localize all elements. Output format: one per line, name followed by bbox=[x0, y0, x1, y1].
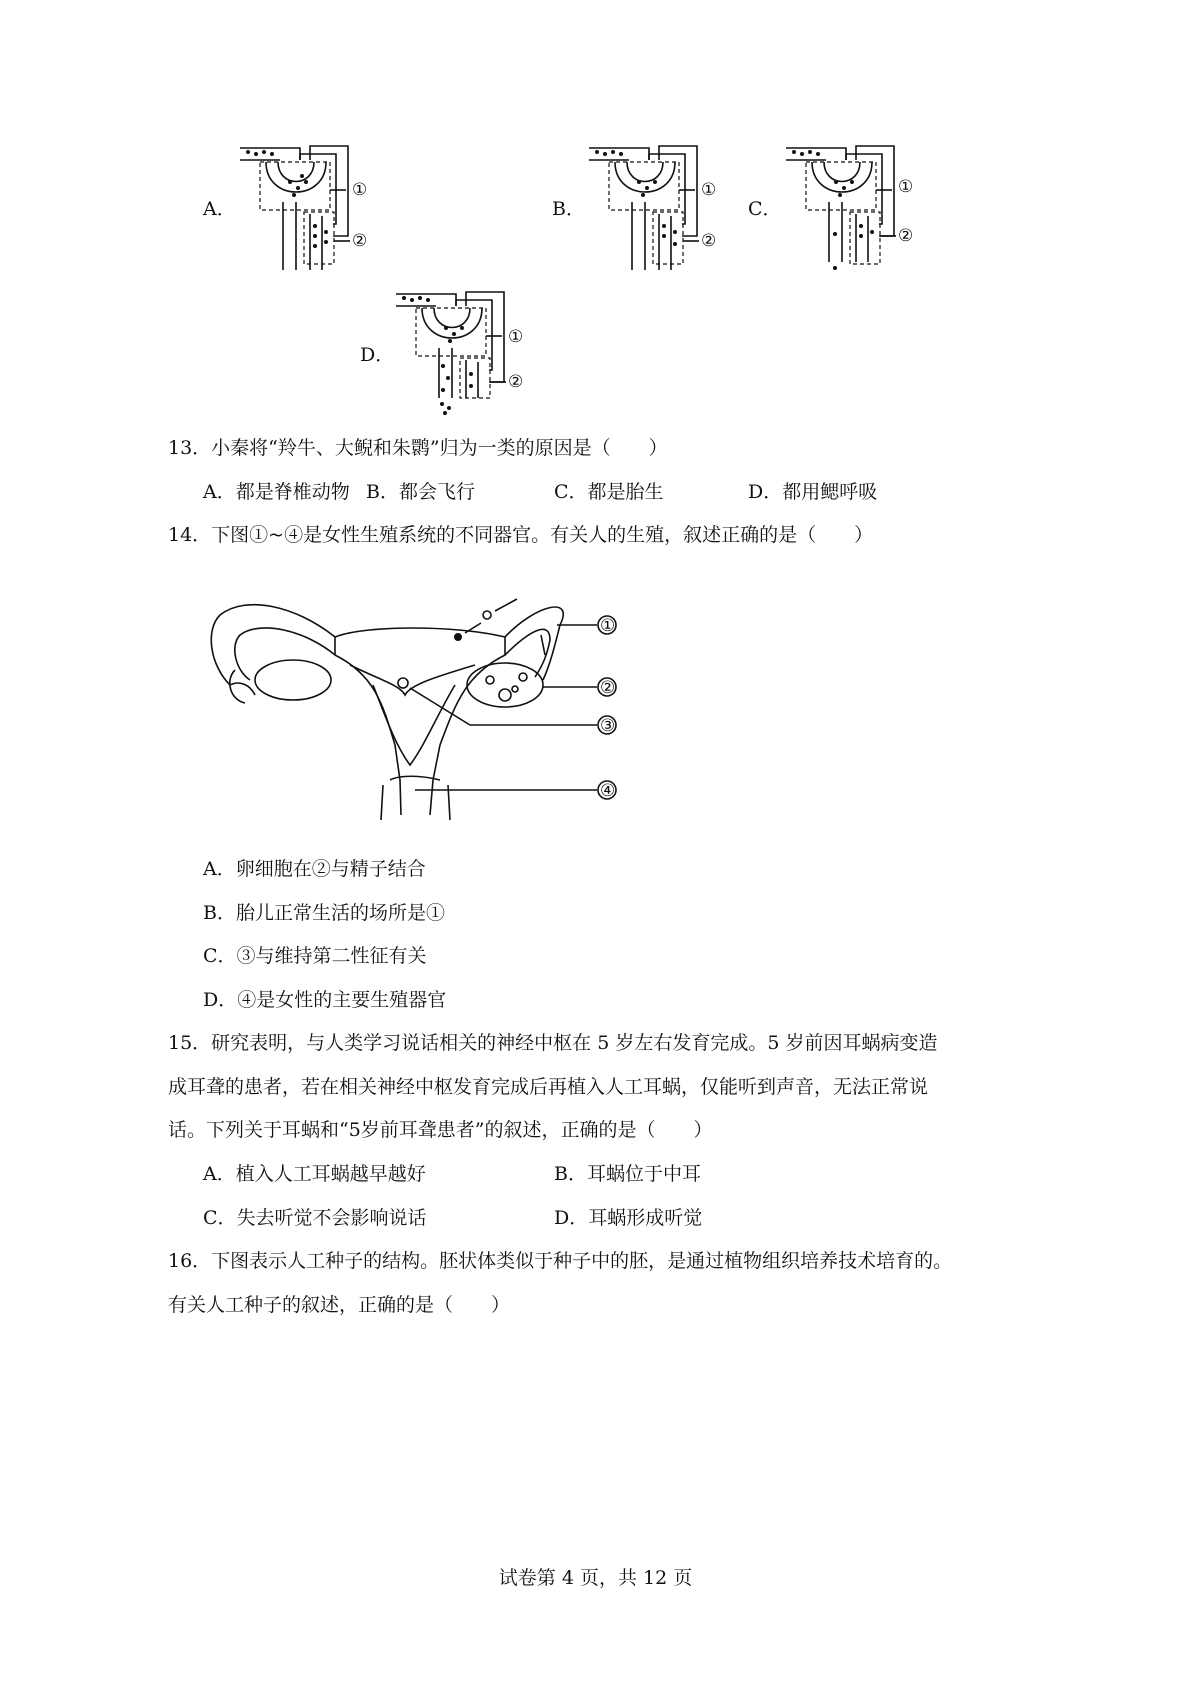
label-3: ③ bbox=[600, 716, 616, 736]
q14-option-d: D．④是女性的主要生殖器官 bbox=[203, 989, 447, 1011]
nephron-diagram-c bbox=[784, 140, 934, 275]
label-2: ② bbox=[600, 678, 616, 698]
female-reproductive-system-diagram bbox=[205, 585, 625, 825]
option-label: A． bbox=[203, 198, 236, 220]
question-14-stem: 14．下图①~④是女性生殖系统的不同器官。有关人的生殖，叙述正确的是（ ） bbox=[168, 524, 874, 546]
q14-option-c: C．③与维持第二性征有关 bbox=[203, 945, 427, 967]
marker-2: ② bbox=[508, 372, 524, 392]
question-15-stem-line2: 成耳聋的患者，若在相关神经中枢发育完成后再植入人工耳蜗，仅能听到声音，无法正常说 bbox=[168, 1076, 929, 1098]
q14-option-b: B．胎儿正常生活的场所是① bbox=[203, 902, 445, 924]
question-15-stem-line3: 话。下列关于耳蜗和“5岁前耳聋患者”的叙述，正确的是（ ） bbox=[168, 1119, 713, 1141]
nephron-diagram-b bbox=[587, 140, 737, 275]
label-1: ① bbox=[600, 616, 616, 636]
question-13-stem: 13．小秦将“羚牛、大鲵和朱鹮”归为一类的原因是（ ） bbox=[168, 437, 668, 459]
q15-option-a: A．植入人工耳蜗越早越好 bbox=[203, 1163, 426, 1185]
option-label: B． bbox=[552, 198, 585, 220]
marker-1: ① bbox=[701, 180, 717, 200]
q13-option-a: A．都是脊椎动物 bbox=[203, 481, 350, 503]
q13-option-b: B．都会飞行 bbox=[366, 481, 475, 503]
question-16-stem-line2: 有关人工种子的叙述，正确的是（ ） bbox=[168, 1294, 511, 1316]
q13-option-d: D．都用鳃呼吸 bbox=[748, 481, 878, 503]
q14-option-a: A．卵细胞在②与精子结合 bbox=[203, 858, 426, 880]
marker-2: ② bbox=[898, 226, 914, 246]
marker-2: ② bbox=[352, 231, 368, 251]
question-15-stem-line1: 15．研究表明，与人类学习说话相关的神经中枢在 5 岁左右发育完成。5 岁前因耳蜗病变造 bbox=[168, 1032, 938, 1054]
label-4: ④ bbox=[600, 781, 616, 801]
q15-option-c: C．失去听觉不会影响说话 bbox=[203, 1207, 427, 1229]
option-label: D． bbox=[360, 344, 395, 366]
marker-1: ① bbox=[508, 327, 524, 347]
q13-option-c: C．都是胎生 bbox=[554, 481, 664, 503]
option-label: C． bbox=[748, 198, 782, 220]
glomerulus-capsule-box bbox=[260, 162, 330, 210]
marker-1: ① bbox=[352, 180, 368, 200]
nephron-diagram-d bbox=[394, 286, 544, 421]
marker-2: ② bbox=[701, 231, 717, 251]
q15-option-d: D．耳蜗形成听觉 bbox=[554, 1207, 703, 1229]
marker-1: ① bbox=[898, 177, 914, 197]
question-16-stem-line1: 16．下图表示人工种子的结构。胚状体类似于种子中的胚，是通过植物组织培养技术培育的。 bbox=[168, 1250, 953, 1272]
nephron-diagram-a bbox=[238, 140, 388, 275]
q15-option-b: B．耳蜗位于中耳 bbox=[554, 1163, 701, 1185]
page-footer: 试卷第 4 页，共 12 页 bbox=[498, 1567, 693, 1589]
